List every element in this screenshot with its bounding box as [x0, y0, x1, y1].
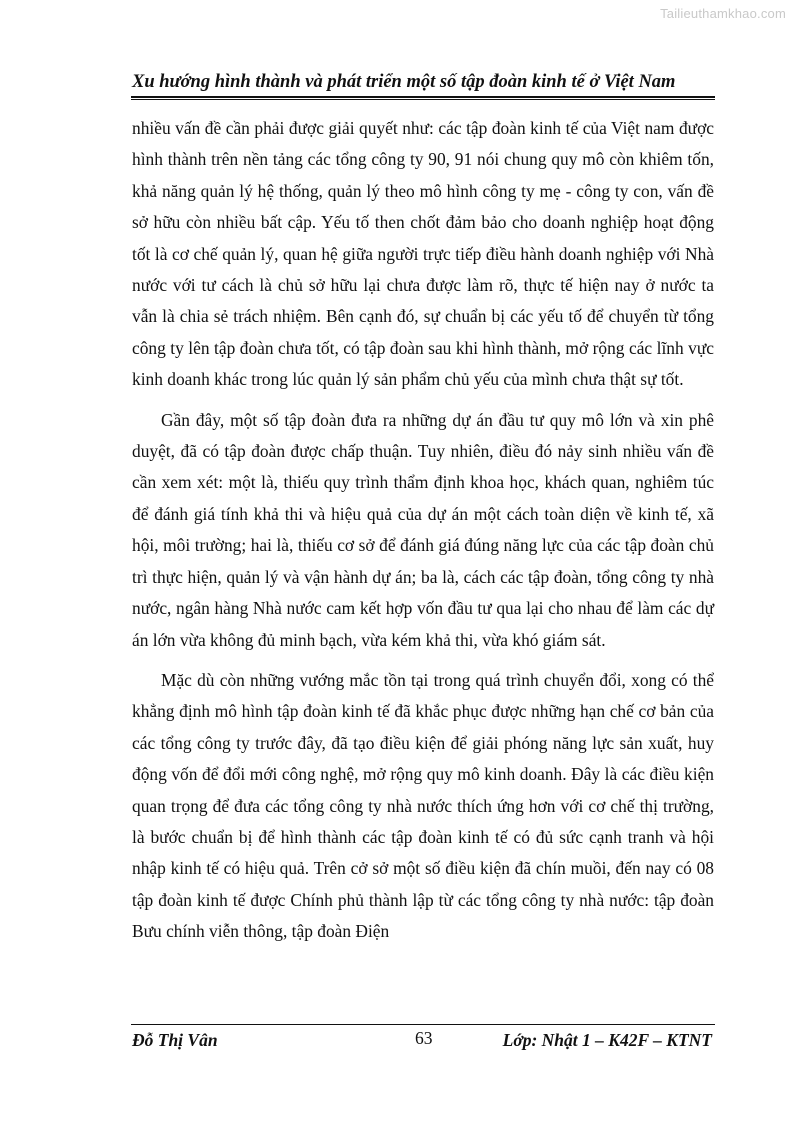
footer-class-label: Lớp: Nhật 1 – K42F – KTNT [502, 1030, 712, 1050]
footer-rule [131, 1024, 715, 1025]
paragraph-3: Mặc dù còn những vướng mắc tồn tại trong quá trình chuyển đổi, xong có thể khẳng định mô hình tập đoàn kinh tế đã khắc phục được những hạn chế cơ bản của các tổng công ty trước đây, đã tạo điều kiện để giải phóng năng lực sản xuất, huy động vốn để đổi mới công nghệ, mở rộng quy mô kinh doanh. Đây là các điều kiện quan trọng để đưa các tổng công ty nhà nước thích ứng hơn với cơ chế thị trường, là bước chuẩn bị để hình thành các tập đoàn kinh tế có đủ sức cạnh tranh và hội nhập kinh tế có hiệu quả. Trên cở sở một số điều kiện đã chín muồi, đến nay có 08 tập đoàn kinh tế được Chính phủ thành lập từ các tổng công ty nhà nước: tập đoàn Bưu chính viễn thông, tập đoàn Điện [132, 669, 714, 942]
watermark: Tailieuthamkhao.com [660, 6, 786, 21]
page-header-title: Xu hướng hình thành và phát triển một số tập đoàn kinh tế ở Việt Nam [132, 72, 676, 92]
page-footer [132, 1030, 714, 1054]
paragraph-2: Gần đây, một số tập đoàn đưa ra những dự án đầu tư quy mô lớn và xin phê duyệt, đã có tập đoàn được chấp thuận. Tuy nhiên, điều đó nảy sinh nhiều vấn đề cần xem xét: một là, thiếu quy trình thẩm định khoa học, khách quan, nghiêm túc để đánh giá tính khả thi và hiệu quả của dự án một cách toàn diện về kinh tế, xã hội, môi trường; hai là, thiếu cơ sở để đánh giá đúng năng lực của các tập đoàn chủ trì thực hiện, quản lý và vận hành dự án; ba là, cách các tập đoàn, tổng công ty nhà nước, ngân hàng Nhà nước cam kết hợp vốn đầu tư qua lại cho nhau để làm các dự án lớn vừa không đủ minh bạch, vừa kém khả thi, vừa khó giám sát. [132, 409, 714, 650]
header-rule-thin [131, 99, 715, 100]
page-number: 63 [415, 1028, 433, 1048]
header-rule [131, 96, 715, 98]
document-body [132, 113, 714, 948]
footer-author: Đỗ Thị Vân [132, 1030, 218, 1050]
paragraph-1: nhiều vấn đề cần phải được giải quyết như: các tập đoàn kinh tế của Việt nam được hình thành trên nền tảng các tổng công ty 90, 91 nói chung quy mô còn khiêm tốn, khả năng quản lý hệ thống, quản lý theo mô hình công ty mẹ - công ty con, vấn đề sở hữu còn nhiều bất cập. Yếu tố then chốt đảm bảo cho doanh nghiệp hoạt động tốt là cơ chế quản lý, quan hệ giữa người trực tiếp điều hành doanh nghiệp với Nhà nước với tư cách là chủ sở hữu lại chưa được làm rõ, thực tế hiện nay ở nước ta vẫn là chia sẻ trách nhiệm. Bên cạnh đó, sự chuẩn bị các yếu tố để chuyển từ tổng công ty lên tập đoàn chưa tốt, có tập đoàn sau khi hình thành, mở rộng các lĩnh vực kinh doanh khác trong lúc quản lý sản phẩm chủ yếu của mình chưa thật sự tốt. [132, 118, 714, 390]
